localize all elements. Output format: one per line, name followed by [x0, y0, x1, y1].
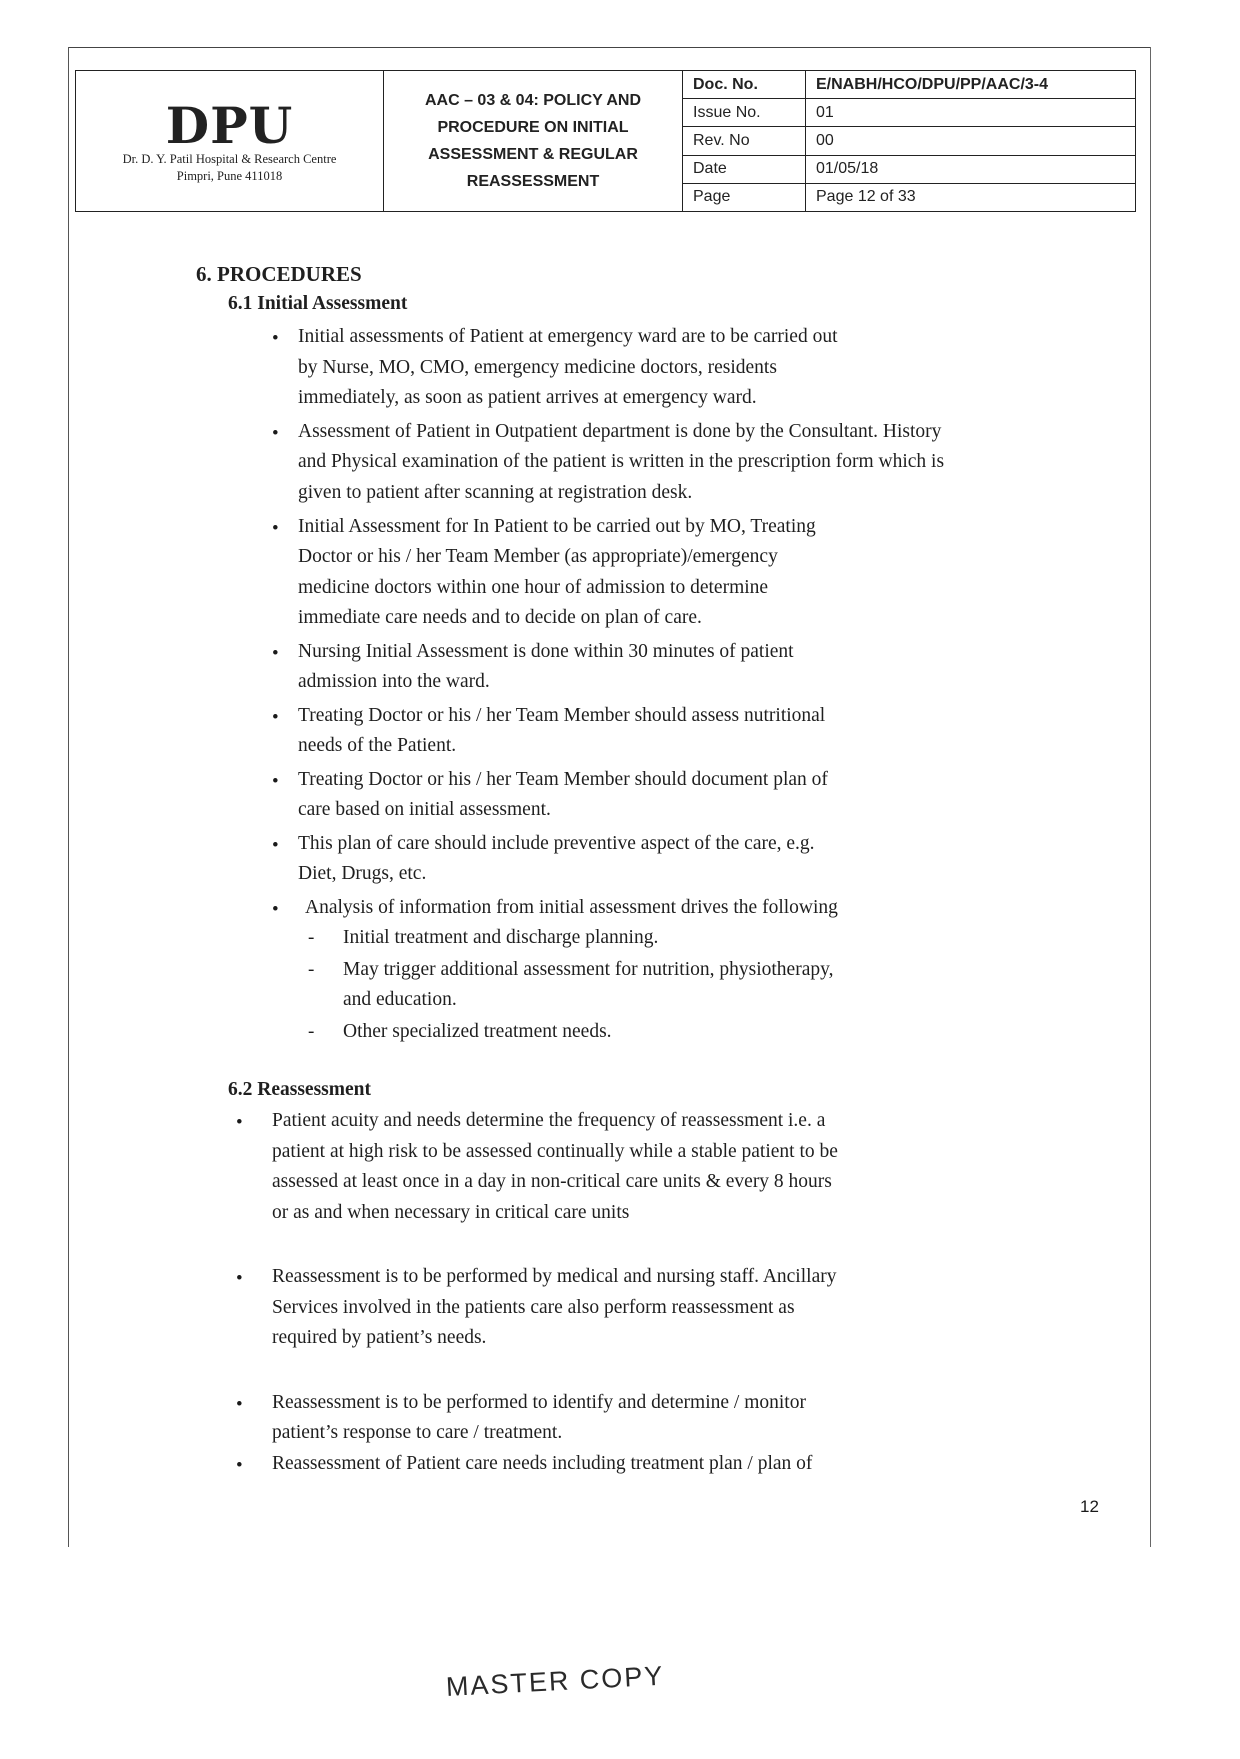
paragraph-line: care based on initial assessment. [298, 799, 551, 820]
meta-key: Page [683, 184, 806, 211]
bullet-marker: • [236, 1268, 243, 1289]
paragraph-line: medicine doctors within one hour of admission to determine [298, 577, 769, 598]
logo-cell [76, 71, 384, 211]
paragraph-line: or as and when necessary in critical care units [272, 1202, 630, 1223]
bullet-marker: • [272, 643, 279, 664]
bullet-marker: • [272, 328, 279, 349]
paragraph-line: admission into the ward. [298, 671, 490, 692]
paragraph-line: Analysis of information from initial assessment drives the following [305, 897, 838, 918]
bullet-marker: • [272, 771, 279, 792]
paragraph-line: immediate care needs and to decide on plan of care. [298, 607, 702, 628]
document-header-table [75, 70, 1136, 212]
paragraph-line: immediately, as soon as patient arrives at emergency ward. [298, 387, 757, 408]
page-frame-right [1150, 47, 1151, 1547]
paragraph-line: Initial Assessment for In Patient to be carried out by MO, Treating [298, 516, 816, 537]
paragraph-line: This plan of care should include preventive aspect of the care, e.g. [298, 833, 815, 854]
paragraph-line: needs of the Patient. [298, 735, 457, 756]
bullet-marker: • [236, 1455, 243, 1476]
hospital-name: Dr. D. Y. Patil Hospital & Research Centre [122, 152, 337, 167]
paragraph-line: Initial treatment and discharge planning. [343, 927, 659, 948]
paragraph-line: given to patient after scanning at registration desk. [298, 482, 693, 503]
subsection-heading-initial-assessment: 6.1 Initial Assessment [228, 293, 408, 314]
meta-value: Page 12 of 33 [816, 188, 916, 206]
paragraph-line: required by patient’s needs. [272, 1327, 487, 1348]
subsection-heading-reassessment: 6.2 Reassessment [228, 1079, 371, 1100]
dpu-logo: DPU [165, 96, 294, 156]
meta-row-issue-no [683, 99, 1135, 127]
dash-marker: - [308, 959, 315, 980]
bullet-marker: • [272, 899, 279, 920]
paragraph-line: Nursing Initial Assessment is done within 30 minutes of patient [298, 641, 794, 662]
document-title-line: ASSESSMENT & REGULAR [428, 146, 638, 163]
paragraph-line: Doctor or his / her Team Member (as appropriate)/emergency [298, 546, 778, 567]
paragraph-line: Reassessment is to be performed by medical and nursing staff. Ancillary [272, 1266, 837, 1287]
bullet-marker: • [272, 707, 279, 728]
document-title-line: AAC – 03 & 04: POLICY AND [424, 92, 642, 109]
bullet-marker: • [236, 1112, 243, 1133]
meta-row-date [683, 156, 1135, 184]
document-title-line: REASSESSMENT [466, 173, 600, 190]
paragraph-line: and Physical examination of the patient is written in the prescription form which is [298, 451, 945, 472]
paragraph-line: Treating Doctor or his / her Team Member should assess nutritional [298, 705, 826, 726]
hospital-address: Pimpri, Pune 411018 [176, 169, 283, 183]
meta-value: 01 [816, 103, 834, 121]
paragraph-line: assessed at least once in a day in non-critical care units & every 8 hours [272, 1171, 832, 1192]
master-copy-stamp: MASTER COPY [445, 1660, 665, 1702]
bullet-marker: • [236, 1394, 243, 1415]
paragraph-line: Diet, Drugs, etc. [298, 863, 427, 884]
meta-key: Doc. No. [683, 71, 806, 98]
meta-row-page [683, 184, 1135, 211]
meta-value: 01/05/18 [816, 160, 879, 178]
paragraph-line: Treating Doctor or his / her Team Member should document plan of [298, 769, 828, 790]
meta-value: 00 [816, 132, 834, 149]
paragraph-line: Other specialized treatment needs. [343, 1021, 612, 1042]
paragraph-line: Reassessment is to be performed to identify and determine / monitor [272, 1392, 806, 1413]
document-title-line: PROCEDURE ON INITIAL [437, 119, 629, 136]
paragraph-line: patient at high risk to be assessed continually while a stable patient to be [272, 1141, 838, 1162]
meta-row-doc-no [683, 71, 1135, 99]
document-meta-table [683, 71, 1135, 211]
document-title-cell [384, 71, 683, 211]
paragraph-line: May trigger additional assessment for nutrition, physiotherapy, [343, 959, 834, 980]
paragraph-line: Assessment of Patient in Outpatient department is done by the Consultant. History [298, 421, 942, 442]
paragraph-line: Services involved in the patients care also perform reassessment as [272, 1297, 795, 1318]
meta-key: Rev. No [683, 127, 806, 154]
paragraph-line: Patient acuity and needs determine the frequency of reassessment i.e. a [272, 1110, 826, 1131]
paragraph-line: by Nurse, MO, CMO, emergency medicine doctors, residents [298, 357, 777, 378]
meta-key: Issue No. [683, 99, 806, 126]
meta-key: Date [683, 156, 806, 183]
page-number: 12 [1080, 1497, 1099, 1516]
paragraph-line: patient’s response to care / treatment. [272, 1422, 563, 1443]
meta-value: E/NABH/HCO/DPU/PP/AAC/3-4 [816, 75, 1049, 93]
bullet-marker: • [272, 423, 279, 444]
paragraph-line: Initial assessments of Patient at emergency ward are to be carried out [298, 326, 838, 347]
dash-marker: - [308, 927, 315, 948]
paragraph-line: Reassessment of Patient care needs including treatment plan / plan of [272, 1453, 813, 1474]
page-frame-left [68, 47, 69, 1547]
paragraph-line: and education. [343, 989, 457, 1010]
bullet-marker: • [272, 518, 279, 539]
meta-row-rev-no [683, 127, 1135, 155]
page-frame-top [68, 47, 1150, 48]
dash-marker: - [308, 1021, 315, 1042]
bullet-marker: • [272, 835, 279, 856]
section-heading: 6. PROCEDURES [196, 262, 362, 286]
